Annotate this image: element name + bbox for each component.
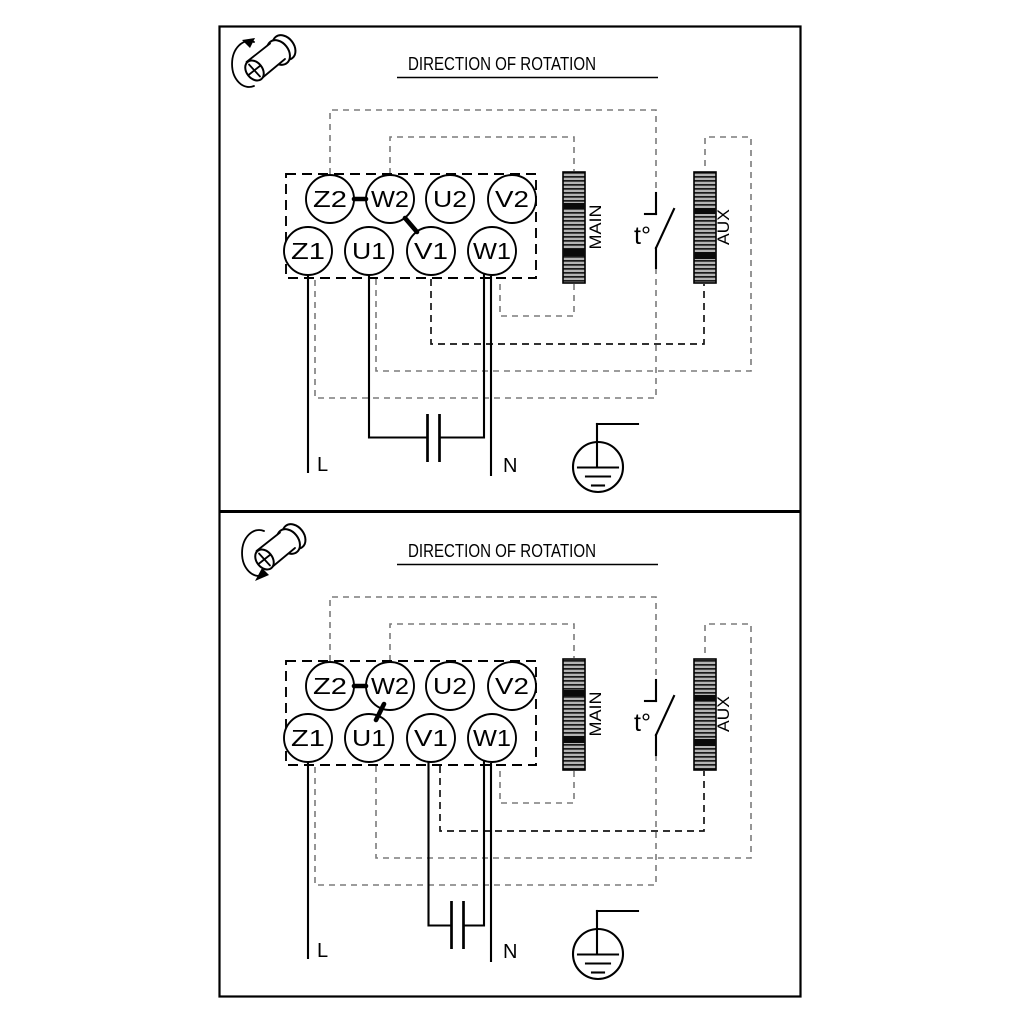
neutral-terminal-label: N <box>503 455 518 477</box>
aux-winding-coil <box>694 659 716 770</box>
terminal-w2 <box>366 662 414 710</box>
wire-main-bottom-to-w1 <box>500 279 574 316</box>
terminal-u2 <box>426 175 474 223</box>
panel-bottom <box>242 520 751 979</box>
terminal-label: W1 <box>473 725 511 751</box>
shaft-rotation-ccw-icon <box>232 31 300 87</box>
jumper-w2-v1 <box>405 218 417 232</box>
main-winding-label: MAIN <box>586 207 605 250</box>
aux-winding <box>694 172 733 283</box>
terminal-label: U2 <box>433 186 467 212</box>
wire-main-bottom-to-w1 <box>500 766 574 803</box>
wire-u1-to-capacitor <box>369 275 426 438</box>
terminal-u1 <box>345 714 393 762</box>
line-terminal-label: L <box>317 940 329 962</box>
terminal-v1 <box>407 227 455 275</box>
terminal-label: Z2 <box>313 673 347 699</box>
switch-blade <box>656 696 674 735</box>
terminal-v2 <box>488 175 536 223</box>
thermal-switch <box>634 680 674 755</box>
terminal-w1 <box>468 714 516 762</box>
terminal-label: W2 <box>371 673 409 699</box>
wire-w2-to-main-top <box>390 137 574 174</box>
terminal-z1 <box>284 714 332 762</box>
terminal-u1 <box>345 227 393 275</box>
wire-v1-to-capacitor <box>429 762 451 926</box>
main-winding-label: MAIN <box>586 694 605 737</box>
aux-winding-label: AUX <box>714 210 733 245</box>
terminal-label: V1 <box>414 238 448 264</box>
terminal-label: U1 <box>352 725 386 751</box>
wire-switch-to-z1 <box>315 755 656 885</box>
terminal-v2 <box>488 662 536 710</box>
aux-winding-coil <box>694 172 716 283</box>
terminal-v1 <box>407 714 455 762</box>
capacitor <box>428 414 440 462</box>
wire-capacitor-to-w1 <box>465 760 484 926</box>
thermal-switch-label: t° <box>634 222 651 250</box>
main-winding <box>563 659 605 770</box>
terminal-label: Z1 <box>291 238 325 264</box>
terminal-label: U1 <box>352 238 386 264</box>
earth-ground-symbol <box>573 424 638 492</box>
terminal-z2 <box>306 175 354 223</box>
main-winding-coil <box>563 172 585 283</box>
terminal-u2 <box>426 662 474 710</box>
thermal-switch-label: t° <box>634 709 651 737</box>
terminal-label: W1 <box>473 238 511 264</box>
panel-title: DIRECTION OF ROTATION <box>408 541 596 561</box>
main-winding-coil <box>563 659 585 770</box>
terminal-z2 <box>306 662 354 710</box>
panel-title: DIRECTION OF ROTATION <box>408 54 596 74</box>
earth-ground-symbol <box>573 911 638 979</box>
switch-blade <box>656 209 674 248</box>
terminal-label: Z1 <box>291 725 325 751</box>
thermal-switch <box>634 193 674 268</box>
terminal-label: W2 <box>371 186 409 212</box>
terminal-label: V2 <box>495 186 529 212</box>
panel-top <box>232 31 751 492</box>
wire-v1-to-aux-bottom <box>440 766 704 831</box>
aux-winding <box>694 659 733 770</box>
terminal-label: V2 <box>495 673 529 699</box>
aux-winding-label: AUX <box>714 697 733 732</box>
terminal-label: U2 <box>433 673 467 699</box>
terminal-w2 <box>366 175 414 223</box>
terminal-label: V1 <box>414 725 448 751</box>
arrow-head-top <box>242 38 255 48</box>
terminal-w1 <box>468 227 516 275</box>
terminal-z1 <box>284 227 332 275</box>
wire-switch-to-z1 <box>315 268 656 398</box>
line-terminal-label: L <box>317 454 329 476</box>
capacitor <box>452 901 464 949</box>
wire-v1-to-aux-bottom <box>431 279 704 344</box>
wire-w2-to-main-top <box>390 624 574 661</box>
shaft-rotation-cw-icon <box>242 520 310 581</box>
terminal-label: Z2 <box>313 186 347 212</box>
wire-capacitor-to-w1 <box>441 273 484 438</box>
main-winding <box>563 172 605 283</box>
neutral-terminal-label: N <box>503 941 518 963</box>
